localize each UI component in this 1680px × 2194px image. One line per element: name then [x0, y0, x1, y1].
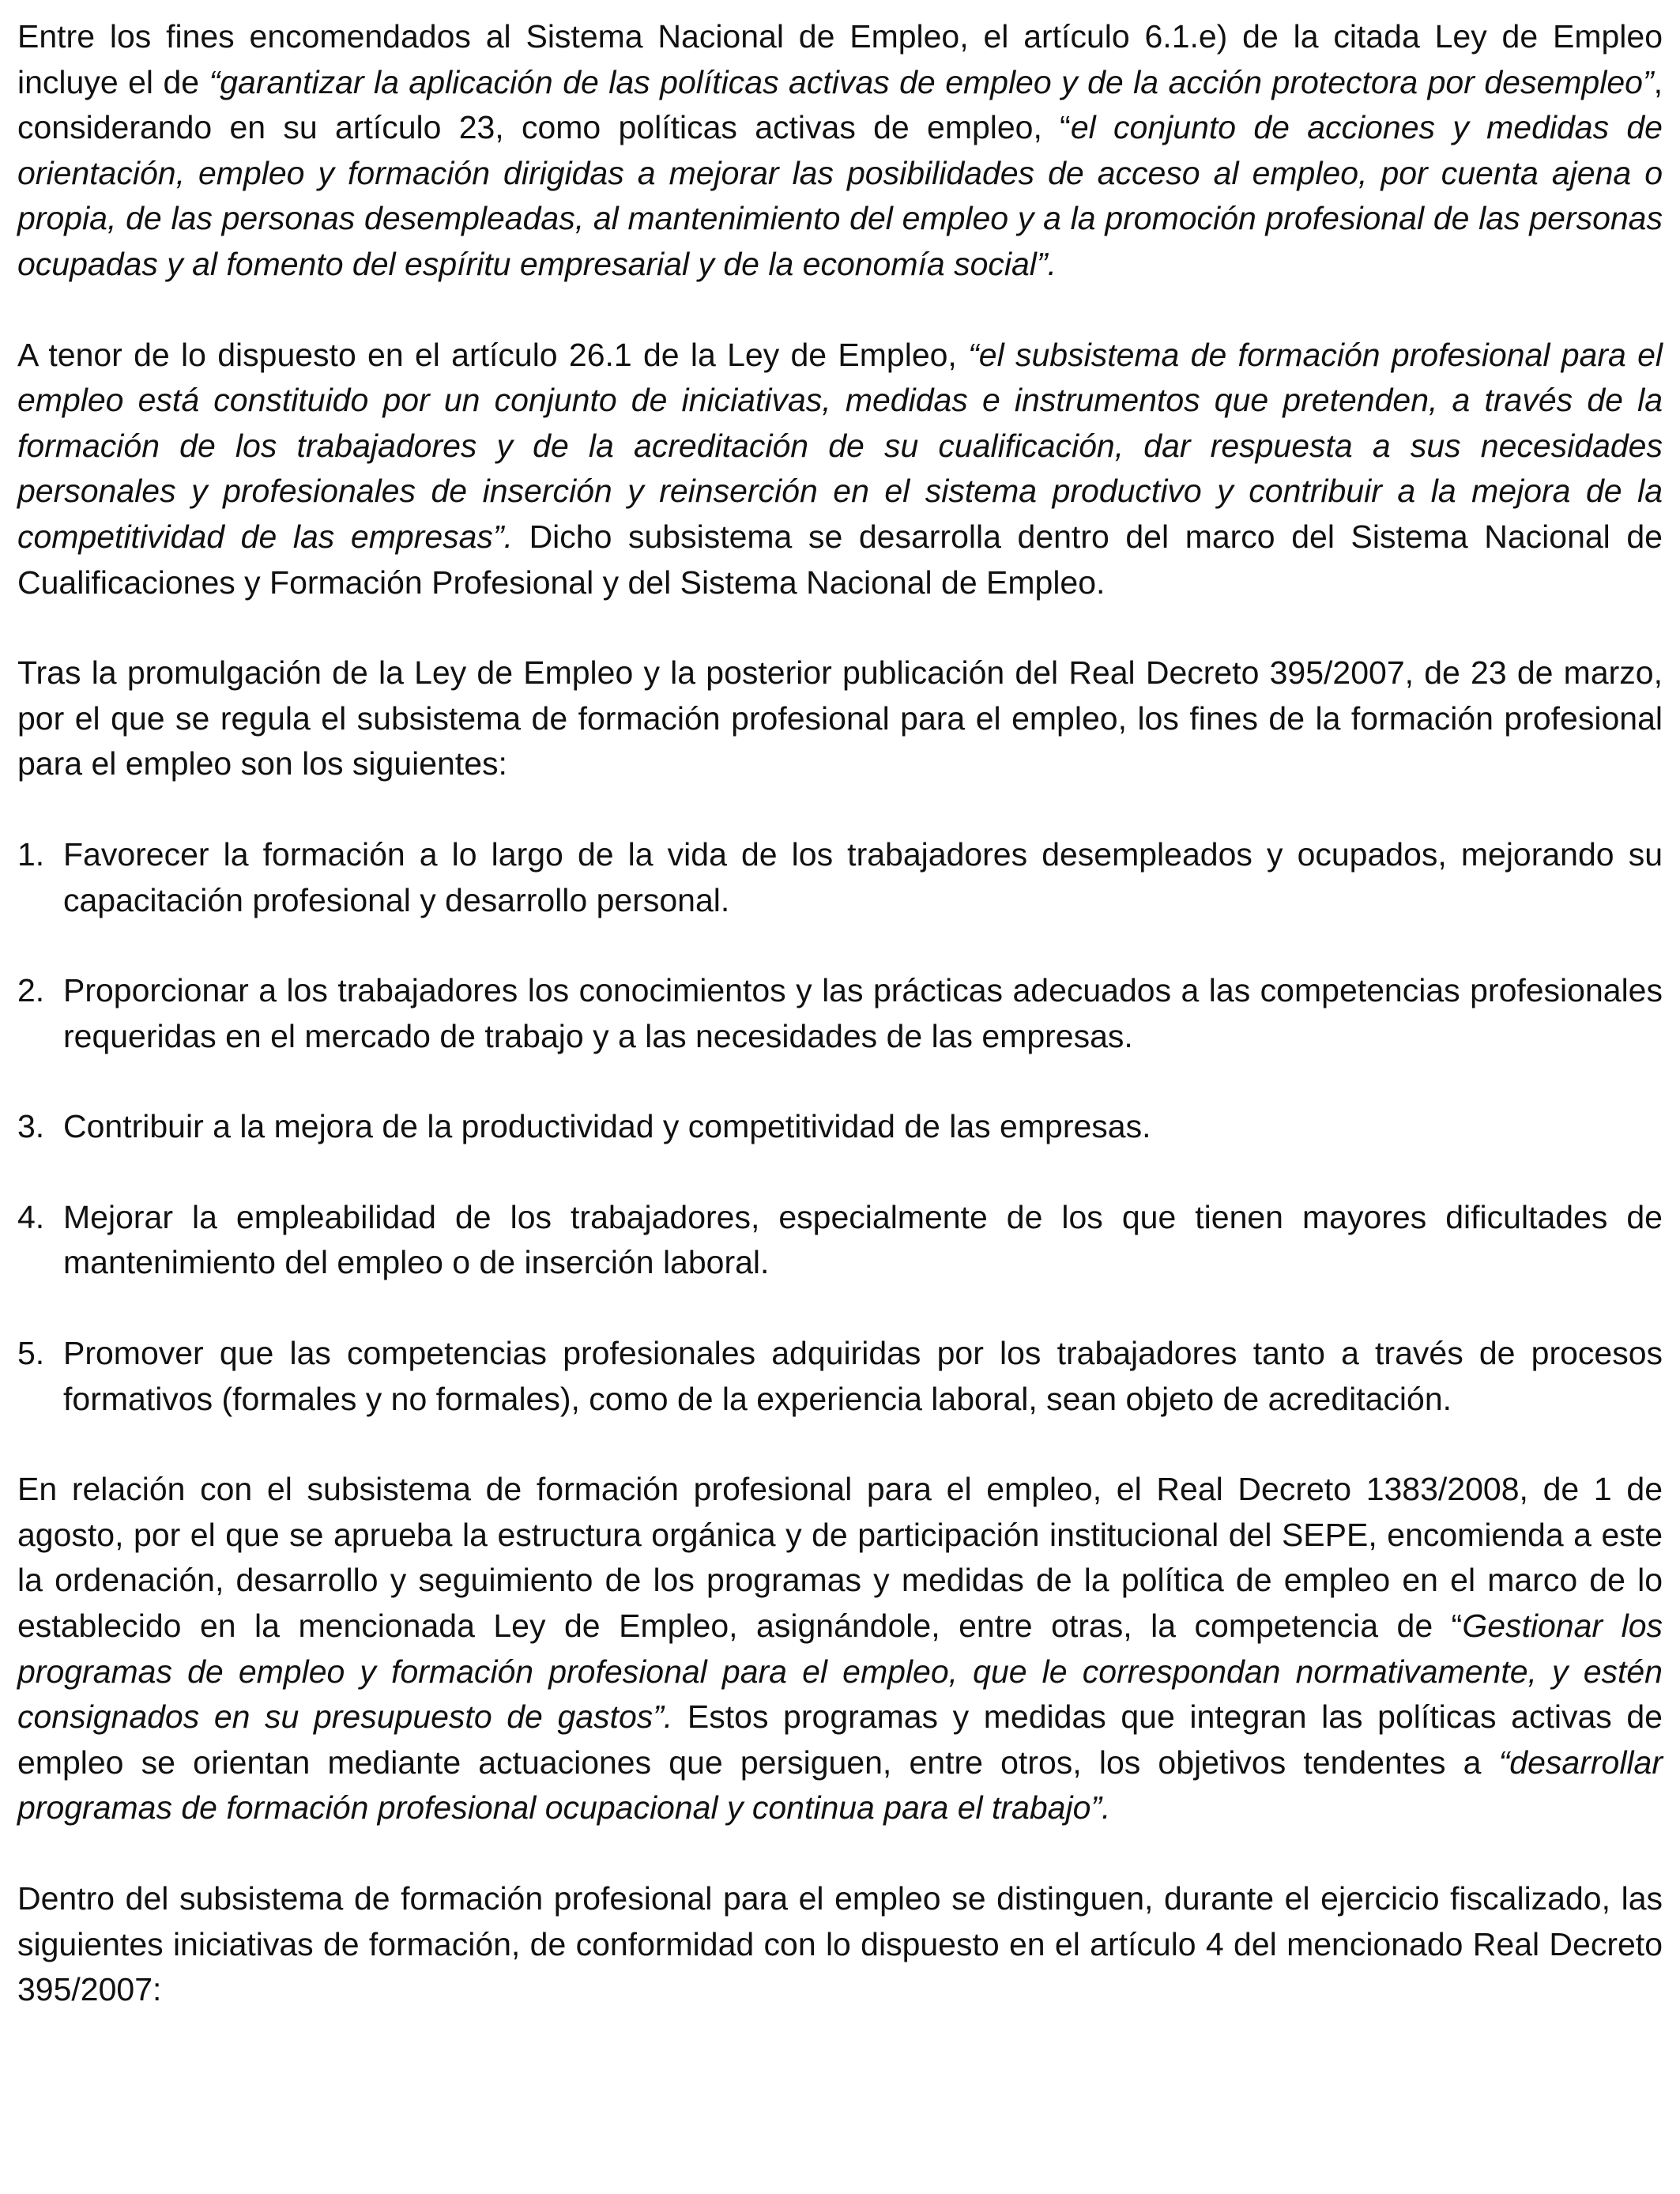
p4-quote-2: “desarrollar programas de formación profesional ocupacional y continua para el trabajo”. [17, 1744, 1663, 1826]
paragraph-fines-formacion: Tras la promulgación de la Ley de Empleo y la posterior publicación del Real Decreto 395/2007, de 23 de marzo, por el que se regula el subsistema de formación profesional para el empleo, los fines de la formación profesional para el empleo son los siguientes: [17, 654, 1663, 782]
list-item-text: Favorecer la formación a lo largo de la vida de los trabajadores desempleados y ocupados, mejorando su capacitación profesional y desarrollo personal. [63, 835, 1663, 918]
p4-text-2: Estos programas y medidas que integran las políticas activas de empleo se orientan mediante actuaciones que persiguen, entre otros, los objetivos tendentes a [17, 1698, 1663, 1781]
list-item-text: Proporcionar a los trabajadores los conocimientos y las prácticas adecuados a las competencias profesionales requeridas en el mercado de trabajo y a las necesidades de las empresas. [63, 972, 1663, 1054]
list-item-number: 2. [17, 972, 45, 1009]
paragraph-real-decreto-1383 [17, 1467, 1663, 1831]
list-item [17, 968, 1663, 1059]
list-item-text: Mejorar la empleabilidad de los trabajadores, especialmente de los que tienen mayores dificultades de mantenimiento del empleo o de inserción laboral. [63, 1198, 1663, 1281]
paragraph-sistema-nacional-empleo [17, 14, 1663, 288]
paragraph-subsistema-formacion [17, 333, 1663, 606]
p1-text-2: , considerando en su artículo 23, como políticas activas de empleo, “ [17, 63, 1663, 146]
paragraph-iniciativas-formacion: Dentro del subsistema de formación profesional para el empleo se distinguen, durante el ejercicio fiscalizado, las siguientes iniciativas de formación, de conformidad con lo dispuesto en el artículo 4 del mencionado Real Decreto 395/2007: [17, 1880, 1663, 2008]
list-item-text: Promover que las competencias profesionales adquiridas por los trabajadores tanto a través de procesos formativos (formales y no formales), como de la experiencia laboral, sean objeto de acreditación. [63, 1335, 1663, 1417]
p1-quote-2: el conjunto de acciones y medidas de orientación, empleo y formación dirigidas a mejorar las posibilidades de acceso al empleo, por cuenta ajena o propia, de las personas desempleadas, al mantenimiento del empleo y a la promoción profesional de las personas ocupadas y al fomento del espíritu empresarial y de la economía social”. [17, 109, 1663, 282]
list-item-number: 4. [17, 1198, 45, 1235]
p4-quote-1: Gestionar los programas de empleo y formación profesional para el empleo, que le correspondan normativamente, y estén consignados en su presupuesto de gastos”. [17, 1608, 1663, 1736]
list-item-number: 3. [17, 1108, 45, 1145]
document-page [17, 14, 1663, 2058]
p2-text-1: A tenor de lo dispuesto en el artículo 26.1 de la Ley de Empleo, [17, 336, 969, 373]
p2-quote-1: “el subsistema de formación profesional para el empleo está constituido por un conjunto de iniciativas, medidas e instrumentos que pretenden, a través de la formación de los trabajadores y de la acreditación de su cualificación, dar respuesta a sus necesidades personales y profesionales de inserción y reinserción en el sistema productivo y contribuir a la mejora de la competitividad de las empresas”. [17, 336, 1663, 555]
fines-list [17, 832, 1663, 1422]
list-item-number: 1. [17, 835, 45, 873]
p1-text-1: Entre los fines encomendados al Sistema Nacional de Empleo, el artículo 6.1.e) de la citada Ley de Empleo incluye el de [17, 18, 1663, 100]
list-item [17, 1331, 1663, 1422]
p4-text-1: En relación con el subsistema de formación profesional para el empleo, el Real Decreto 1383/2008, de 1 de agosto, por el que se aprueba la estructura orgánica y de participación institucional del SEPE, encomienda a este la ordenación, desarrollo y seguimiento de los programas y medidas de la política de empleo en el marco de lo establecido en la mencionada Ley de Empleo, asignándole, entre otras, la competencia de “ [17, 1471, 1663, 1645]
list-item-number: 5. [17, 1335, 45, 1372]
list-item [17, 1104, 1663, 1150]
list-item [17, 1195, 1663, 1286]
p2-text-2: Dicho subsistema se desarrolla dentro del marco del Sistema Nacional de Cualificaciones y Formación Profesional y del Sistema Nacional de Empleo. [17, 518, 1663, 601]
list-item-text: Contribuir a la mejora de la productividad y competitividad de las empresas. [63, 1108, 1151, 1145]
list-item [17, 832, 1663, 923]
p1-quote-1: “garantizar la aplicación de las políticas activas de empleo y de la acción protectora por desempleo” [209, 63, 1654, 100]
